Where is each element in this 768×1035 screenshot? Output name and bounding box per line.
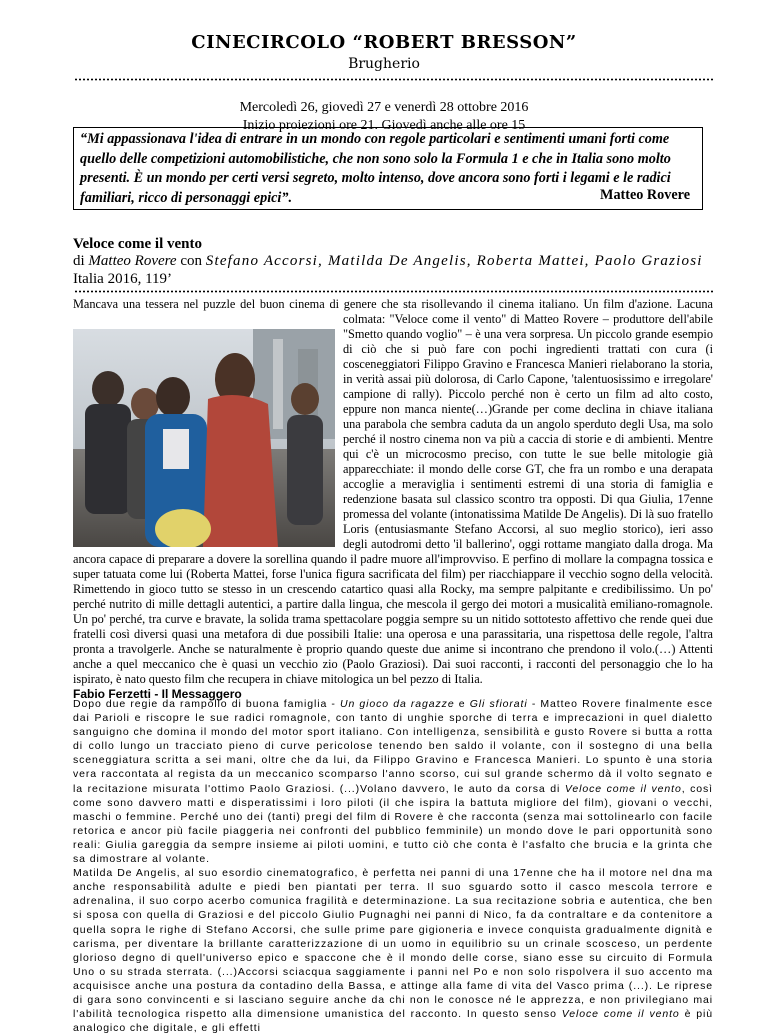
review1-body: Lacuna colmata: "Veloce come il vento" di Matteo Rovere – produttore dell'abile "Smetto quando voglio" – è una vera sorpresa. Un piccolo grande esempio di ciò che si può fare con pochi ingredienti trattati con cura (i cosceneggiatori Filippo Gravino e Francesca Manieri rielaborano la storia, in verità assai più dolorosa, di Carlo Capone, 'talentuosissimo e irregolare' campione di rally). Piccolo perché non è certo un film ad alto costo, eppure non manca niente(…)Grande per come declina in chiave italiana una parabola che sembra caduta da un angolo sperduto degli Usa, ma solo perché il nostro cinema non va più a caccia di storie e di ambienti. Mentre qui c'è un microcosmo preciso, con tutte le sue belle mitologie già apparecchiate: il mondo delle corse GT, che fra un rombo e una derapata accoglie a meraviglia i sentimenti estremi di una storia di famiglia e redenzione basata sul classico scontro tra opposti. Di qua Giulia, 17enne promessa del volante (intonatissima Matilde De Angelis). Di là suo fratello Loris (entusiasmante Stefano Accorsi, al suo meglio storico), ieri asso degli autodromi detto 'il ballerino', oggi rottame mangiato dalla droga. Ma ancora capace di preparare a dovere la sorellina quando il padre muore all'improvviso. E perfino di mollare la compagna tossica e super tatuata come lui (Roberta Mattei, forse l'unica figura sacrificata del film) per riacchiappare il vecchio sogno della velocità. Rimettendo in gioco tutto se stesso in un crescendo catartico quasi alla Rocky, ma sempre palpitante e credibilissimo. Un po' perché nutrito di mille dettagli autentici, a partire dalla lingua, che mescola il gergo dei motori a musicalità emiliano-romagnole. Un po' perché, tra curve e bravate, la solida trama spettacolare poggia sempre su un nitido sottotesto affettivo che rende quei due fratelli così diversi quasi una metafora di due possibili Italie: una operosa e una parassitaria, una rispettosa delle regole, l'altra pronta a travolgerle. Anche se naturalmente è proprio quando queste due anime si incontrano che prendono il volo.(…) Attenti anche a quel meccanico che è quasi un vecchio zio (Paolo Graziosi). Dai suoi racconti, i racconti del personaggio che lo ha ispirato, è nato questo film che recupera in chiave mitologica un bel pezzo di Italia.	[73, 297, 713, 686]
review1-intro: Mancava una tessera nel puzzle del buon cinema di genere che sta risollevando il cinema italiano. Un film d'azione.	[73, 297, 677, 311]
review-second	[73, 697, 713, 1035]
film-cast: Stefano Accorsi, Matilda De Angelis, Roberta Mattei, Paolo Graziosi	[205, 253, 703, 269]
credits-prefix: di	[73, 253, 89, 269]
cineclub-title: CINECIRCOLO “ROBERT BRESSON”	[191, 32, 577, 53]
screening-times: Inizio proiezioni ore 21. Giovedì anche alle ore 15	[242, 118, 526, 133]
film-credits	[73, 253, 703, 270]
film-still-image	[73, 329, 335, 547]
director-quote: “Mi appassionava l'idea di entrare in un mondo con regole particolari e sentimenti umani forti come quello delle competizioni automobilistiche, che non sono solo la Formula 1 e che in Italia sono molto presenti. È un mondo per certi versi segreto, molto intenso, dove ancora sono forti i legami e le radici familiari, ricco di personaggi epici”.	[80, 131, 671, 206]
quote-author: Matteo Rovere	[600, 186, 690, 203]
credits-with: con	[176, 253, 206, 269]
review1-author: Fabio Ferzetti - Il Messaggero	[73, 687, 242, 701]
film-reference: Veloce come il vento	[561, 1008, 680, 1021]
review2-text: - Matteo Rovere finalmente esce dai Parioli e riscopre le sue radici romagnole, con tanto di unghie sporche di terra e imprecazioni in quel dialetto sanguigno che domina il mondo del motor sport italiano. Con intelligenza, sensibilità e gusto Rovere si butta a rotta di collo lungo un tracciato pieno di curve pericolose tenendo ben saldo il volante, con il sostegno di una bella sceneggiatura scritta a sei mani, oltre che da lui, da Filippo Gravino e Francesca Manieri. Lo spunto è una storia vera raccontata al regista da un meccanico scomparso l'anno scorso, cui sul grande schermo dà il volto segnato e la recitazione misurata l'ottimo Paolo Graziosi. (...)Volano davvero, le auto da corsa di	[73, 698, 713, 795]
director-quote-box	[73, 127, 703, 210]
film-reference: Un gioco da ragazze	[340, 698, 455, 710]
film-reference: Gli sfiorati	[469, 698, 528, 710]
review2-text: Matilda De Angelis, al suo esordio cinematografico, è perfetta nei panni di una 17enne che ha il motore nel dna ma anche responsabilità adulte e piedi ben piantati per terra. Il suo sguardo sotto il casco mescola terrore e adrenalina, il suo corpo acerbo comunica fragilità e determinazione. La sua recitazione sobria e autentica, che ben si sposa con quella di Graziosi e del piccolo Giulio Pugnaghi nei panni di Nico, fa da contraltare e da contenitore a quella sopra le righe di Stefano Accorsi, che sulle prime pare gigioneria e invece conquista gradualmente dignità e carisma, per diventare la brillante caratterizzazione di un uomo in equilibrio su un crinale scosceso, un perdente glorioso degno di quell'universo epico e spaccone che è il mondo delle corse, siano esse su circuito di Formula Uno o su strada sterrata. (...)Accorsi sciacqua saggiamente i panni nel Po e non solo rispolvera il suo accento ma acquisisce anche una postura da contadino della Bassa, e attinge alla fame di vita del Vasco prima (...). Le riprese di gara sono convincenti e si lasciano seguire anche da chi non le conosce né le apprezza, e non privilegiano mai l'abilità tecnologica rispetto alla dimensione umanistica del racconto. In questo senso	[73, 867, 713, 1021]
dotted-divider	[74, 290, 714, 293]
review2-text: è più analogico che digitale, e gli effetti	[73, 1008, 713, 1035]
screening-dates: Mercoledì 26, giovedì 27 e venerdì 28 ottobre 2016	[239, 100, 529, 115]
film-reference: Veloce come il vento	[564, 782, 682, 795]
cineclub-location: Brugherio	[348, 56, 420, 72]
film-title: Veloce come il vento	[73, 236, 202, 252]
review2-text: , così come sono davvero matti e disperatissimi i loro piloti (il che ispira la battuta migliore del film), giovani o vecchi, maschi o femmine. Perché uno dei (tanti) pregi del film di Rovere è che racconta (senza mai sottolinearlo con facile retorica e ancor più facile piaggeria nei confronti del pubblico femminile) un mondo dove le pari opportunità sono reali: Giulia gareggia da sempre insieme ai piloti uomini, e tutto ciò che conta è l'asfalto che brucia e la grinta che sa dimostrare al volante.	[73, 782, 713, 866]
review2-text: Dopo due regie da rampollo di buona famiglia -	[73, 698, 340, 710]
film-country-year: Italia 2016, 119’	[73, 271, 173, 287]
review2-text: e	[454, 698, 470, 710]
review-messaggero	[73, 297, 713, 702]
film-still-photo	[73, 329, 335, 547]
dotted-divider	[74, 78, 714, 81]
film-director: Matteo Rovere	[88, 253, 177, 269]
